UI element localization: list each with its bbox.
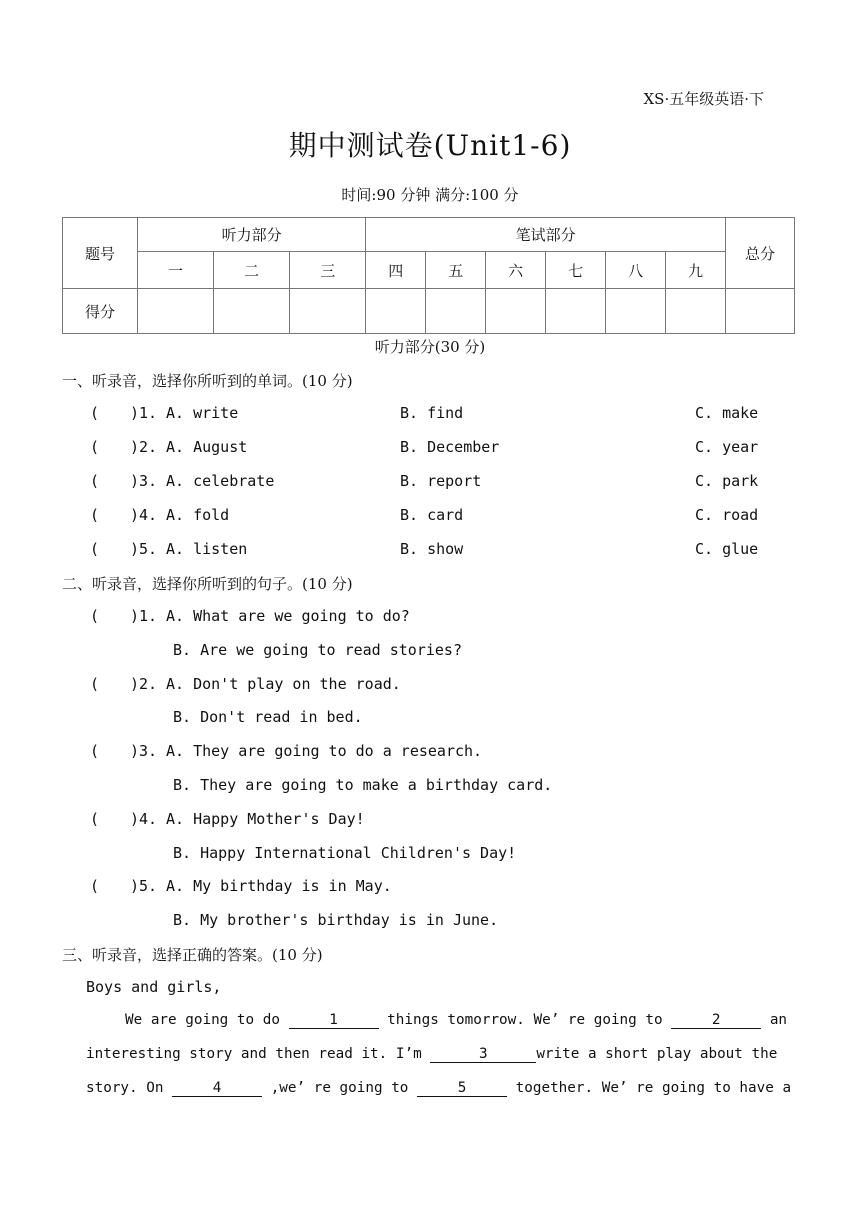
s2-item-5: ( )5. [90,877,158,895]
s2-opt-b: B. Don't read in bed. [173,708,363,726]
answer-paren[interactable]: ( [90,742,100,760]
passage-greeting: Boys and girls, [86,978,222,996]
s2-opt-a: A. Don't play on the road. [166,675,401,693]
col-9: 九 [666,252,726,289]
listening-header: 听力部分 [138,218,366,252]
s1-item-3: ( )3. [90,472,158,490]
answer-paren[interactable]: ( [90,877,100,895]
s1-opt-a: A. write [166,404,239,422]
col-3: 三 [290,252,366,289]
row-label: 题号 [63,218,138,289]
s2-item-2: ( )2. [90,675,158,693]
s1-opt-c: C. park [695,472,759,490]
answer-paren[interactable]: ( [90,506,100,524]
answer-paren[interactable]: ( [90,675,100,693]
col-2: 二 [214,252,290,289]
s2-opt-a: A. Happy Mother's Day! [166,810,365,828]
s1-opt-a: A. listen [166,540,248,558]
answer-paren[interactable]: ( [90,540,100,558]
blank-3[interactable]: 3 [430,1046,536,1063]
s2-opt-b: B. Are we going to read stories? [173,641,462,659]
passage-line-1: We are going to do 1 things tomorrow. We’ re going to 2 an [125,1012,788,1028]
col-4: 四 [366,252,426,289]
s2-opt-b: B. My brother's birthday is in June. [173,911,499,929]
s1-opt-c: C. year [695,438,759,456]
s2-opt-a: A. They are going to do a research. [166,742,483,760]
s1-item-2: ( )2. [90,438,158,456]
passage-line-2: interesting story and then read it. I’m 3 write a short play about the [86,1046,778,1062]
section2-heading: 二、听录音，选择你所听到的句子。(10 分) [62,575,353,593]
answer-paren[interactable]: ( [90,404,100,422]
writing-header: 笔试部分 [366,218,726,252]
col-6: 六 [486,252,546,289]
blank-4[interactable]: 4 [172,1080,262,1097]
s1-opt-a: A. fold [166,506,230,524]
blank-5[interactable]: 5 [417,1080,507,1097]
score-cell[interactable] [138,289,214,334]
s1-item-5: ( )5. [90,540,158,558]
answer-paren[interactable]: ( [90,607,100,625]
score-cell[interactable] [486,289,546,334]
score-table [62,217,795,334]
total-score-cell[interactable] [726,289,795,334]
s1-opt-c: C. road [695,506,759,524]
blank-2[interactable]: 2 [671,1012,761,1029]
s1-opt-b: B. December [400,438,500,456]
s2-item-1: ( )1. [90,607,158,625]
col-7: 七 [546,252,606,289]
score-cell[interactable] [366,289,426,334]
score-cell[interactable] [290,289,366,334]
answer-paren[interactable]: ( [90,810,100,828]
s1-opt-c: C. glue [695,540,759,558]
s2-opt-b: B. Happy International Children's Day! [173,844,517,862]
score-cell[interactable] [546,289,606,334]
col-8: 八 [606,252,666,289]
grade-tag: XS·五年级英语·下 [643,90,764,108]
s1-opt-a: A. August [166,438,248,456]
answer-paren[interactable]: ( [90,472,100,490]
passage-line-3: story. On 4 ,we’ re going to 5 together. We’ re going to have a [86,1080,792,1096]
listening-part-title: 听力部分(30 分) [374,338,486,356]
s2-item-4: ( )4. [90,810,158,828]
section3-heading: 三、听录音，选择正确的答案。(10 分) [62,946,323,964]
score-cell[interactable] [606,289,666,334]
s2-item-3: ( )3. [90,742,158,760]
s1-opt-b: B. card [400,506,464,524]
score-label: 得分 [63,289,138,334]
s1-item-1: ( )1. [90,404,158,422]
s1-opt-c: C. make [695,404,759,422]
time-score-info: 时间:90 分钟 满分:100 分 [341,186,519,204]
score-cell[interactable] [214,289,290,334]
blank-1[interactable]: 1 [289,1012,379,1029]
col-1: 一 [138,252,214,289]
s1-opt-a: A. celebrate [166,472,275,490]
exam-title: 期中测试卷(Unit1-6) [288,129,572,162]
s1-opt-b: B. find [400,404,464,422]
s1-opt-b: B. show [400,540,464,558]
s2-opt-a: A. My birthday is in May. [166,877,392,895]
total-header: 总分 [726,218,795,289]
s2-opt-a: A. What are we going to do? [166,607,410,625]
s1-opt-b: B. report [400,472,482,490]
answer-paren[interactable]: ( [90,438,100,456]
score-cell[interactable] [426,289,486,334]
section1-heading: 一、听录音，选择你所听到的单词。(10 分) [62,372,353,390]
score-cell[interactable] [666,289,726,334]
col-5: 五 [426,252,486,289]
s1-item-4: ( )4. [90,506,158,524]
s2-opt-b: B. They are going to make a birthday card. [173,776,553,794]
